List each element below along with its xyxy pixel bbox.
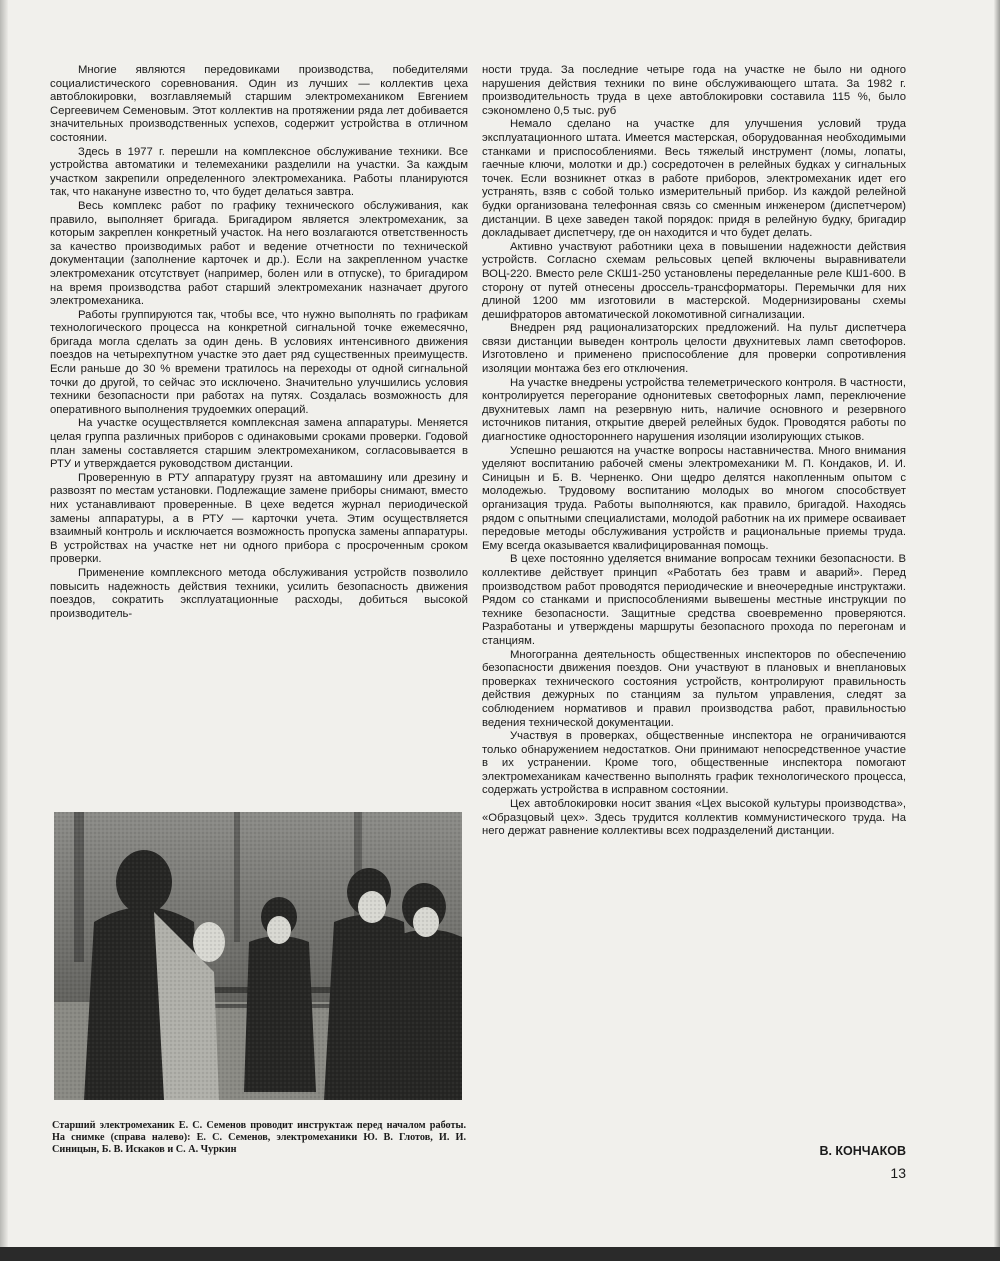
article-photo — [54, 812, 462, 1100]
article-paragraph: Цех автоблокировки носит звания «Цех высокой культуры производства», «Образцовый цех». Здесь трудится коллектив коммунистического труда. На него держат равнение коллективы всех подразделений дистанции. — [482, 798, 906, 838]
article-paragraph: Успешно решаются на участке вопросы наставничества. Много внимания уделяют воспитанию рабочей смены электромеханики М. П. Кондаков, И. И. Синицын и Б. В. Черненко. Они щедро делятся накопленным опытом с молодежью. Трудовому воспитанию молодых во многом способствует организация труда. Работы выполняются, как правило, бригадой. Находясь рядом с опытными специалистами, молодой работник на их примере осваивает передовые методы обслуживания устройств и рациональные приемы труда. Ему всегда оказывается квалифицированная помощь. — [482, 444, 906, 552]
page-edge-right — [994, 0, 1000, 1261]
article-paragraph: Внедрен ряд рационализаторских предложений. На пульт диспетчера связи дистанции выведен контроль целости двухнитевых ламп светофоров. Изготовлено и применено приспособление для проверки сопротивления изоляции монтажа без его отключения. — [482, 322, 906, 376]
article-paragraph: Многогранна деятельность общественных инспекторов по обеспечению безопасности движения поездов. Они участвуют в плановых и внеплановых проверках технического состояния устройств, контролируют правильность действия дежурных по станциям за пультом управления, следят за соблюдением нормативов и правил производства работ, правильностью ведения технической документации. — [482, 648, 906, 729]
article-paragraph: В цехе постоянно уделяется внимание вопросам техники безопасности. В коллективе действует принцип «Работать без травм и аварий». Перед производством работ проводятся периодические и внеочередные инструктажи. Рядом со станками и приспособлениями вывешены местные инструкции по технике безопасности. Защитные средства своевременно проверяются. Разработаны и утверждены маршруты безопасного прохода по перегонам и станциям. — [482, 553, 906, 647]
article-paragraph-continuation: ности труда. За последние четыре года на участке не было ни одного нарушения действия техники по вине обслуживающего штата. За 1982 г. производительность труда в цехе автоблокировки составила 115 %, было сэкономлено 0,5 тыс. руб — [482, 64, 906, 117]
article-paragraph: На участке осуществляется комплексная замена аппаратуры. Меняется целая группа различных приборов с одинаковыми сроками проверки. Годовой план замены составляется старшим электромехаником, согласовывается в РТУ и утверждается руководством дистанции. — [50, 417, 468, 471]
page-bottom-band — [0, 1247, 1000, 1261]
page-edge-left — [0, 0, 8, 1261]
photo-caption: Старший электромеханик Е. С. Семенов проводит инструктаж перед началом работы. На снимке (справа налево): Е. С. Семенов, электромеханики Ю. В. Глотов, И. И. Синицын, Б. В. Искаков и С. А. Чуркин — [52, 1120, 466, 1155]
article-paragraph: На участке внедрены устройства телеметрического контроля. В частности, контролируется перегорание однонитевых светофорных ламп, переключение двухнитевых ламп на резервную нить, наличие основного и резервного источников питания, открытие дверей релейных будок. Проводятся работы по диагностике одностороннего нарушения изоляции изолирующих стыков. — [482, 376, 906, 444]
left-column — [50, 64, 468, 621]
article-author: В. КОНЧАКОВ — [819, 1144, 906, 1158]
right-column — [482, 64, 906, 839]
page-number: 13 — [890, 1165, 906, 1181]
article-paragraph: Многие являются передовиками производства, победителями социалистического соревнования. Один из лучших — коллектив цеха автоблокировки, возглавляемый старшим электромехаником Евгением Сергеевичем Семеновым. Этот коллектив на протяжении ряда лет добивается значительных производственных успехов, содержит устройства в отличном состоянии. — [50, 64, 468, 144]
article-paragraph: Проверенную в РТУ аппаратуру грузят на автомашину или дрезину и развозят по местам установки. Подлежащие замене приборы снимают, вместо них устанавливают проверенные. В цехе ведется журнал периодической замены аппаратуры, а в РТУ — карточки учета. Этим осуществляется взаимный контроль и исключается возможность пропуска замены аппаратуры. В устройствах на участке нет ни одного прибора с просроченным сроком проверки. — [50, 471, 468, 566]
article-paragraph: Здесь в 1977 г. перешли на комплексное обслуживание техники. Все устройства автоматики и телемеханики разделили на участки. За каждым участком закрепили определенного электромеханика. Работы планируются так, что накануне известно то, что будет делаться завтра. — [50, 145, 468, 199]
article-paragraph: Работы группируются так, чтобы все, что нужно выполнять по графикам технологического процесса на конкретной сигнальной точке ежемесячно, бригада могла сделать за один день. В условиях интенсивного движения поездов на четырехпутном участке это дает ряд существенных преимуществ. Если раньше до 30 % времени тратилось на переходы от одной сигнальной точки до другой, то сейчас это исключено. Значительно улучшились условия техники безопасности при работах на путях. Создалась возможность для оперативного выполнения трудоемких операций. — [50, 308, 468, 416]
article-paragraph: Немало сделано на участке для улучшения условий труда эксплуатационного штата. Имеется мастерская, оборудованная необходимыми станками и приспособлениями. Весь тяжелый инструмент (ломы, лопаты, гаечные ключи, молотки и др.) сосредоточен в релейных будках у сигнальных точек. Если возникнет отказ в работе приборов, электромеханик идет его устранять, взяв с собой только измерительный прибор. Из каждой релейной будки организована телефонная связь со сменным инженером (диспетчером) дистанции. В цехе заведен такой порядок: придя в релейную будку, бригадир докладывает диспетчеру, где он находится и что будет делать. — [482, 118, 906, 240]
article-paragraph: Участвуя в проверках, общественные инспектора не ограничиваются только обнаружением недостатков. Они принимают непосредственное участие в их устранении. Кроме того, общественные инспектора помогают электромеханикам качественно выполнять график технологического процесса, содержать устройства в исправном состоянии. — [482, 730, 906, 797]
article-paragraph: Применение комплексного метода обслуживания устройств позволило повысить надежность действия техники, усилить безопасность движения поездов, сократить эксплуатационные расходы, добиться высокой производитель- — [50, 566, 468, 620]
article-paragraph: Активно участвуют работники цеха в повышении надежности действия устройств. Согласно схемам рельсовых цепей включены выравниватели ВОЦ-220. Вместо реле СКШ1-250 установлены переделанные реле КШ1-600. В сторону от путей отнесены дроссель-трансформаторы. Перемычки для них длиной 1200 мм изготовили в мастерской. Модернизированы схемы дешифраторов автоматической локомотивной сигнализации. — [482, 240, 906, 321]
article-paragraph: Весь комплекс работ по графику технического обслуживания, как правило, выполняет бригада. Бригадиром является электромеханик, за которым закреплен конкретный участок. На него возлагаются ответственность за качество производимых работ и ведение отчетности по технической документации (заполнение карточек и др.). Если на закрепленном участке электромеханик отсутствует (например, болен или в отпуске), то бригадиром на время производства работ старший электромеханик назначает другого электромеханика. — [50, 199, 468, 308]
